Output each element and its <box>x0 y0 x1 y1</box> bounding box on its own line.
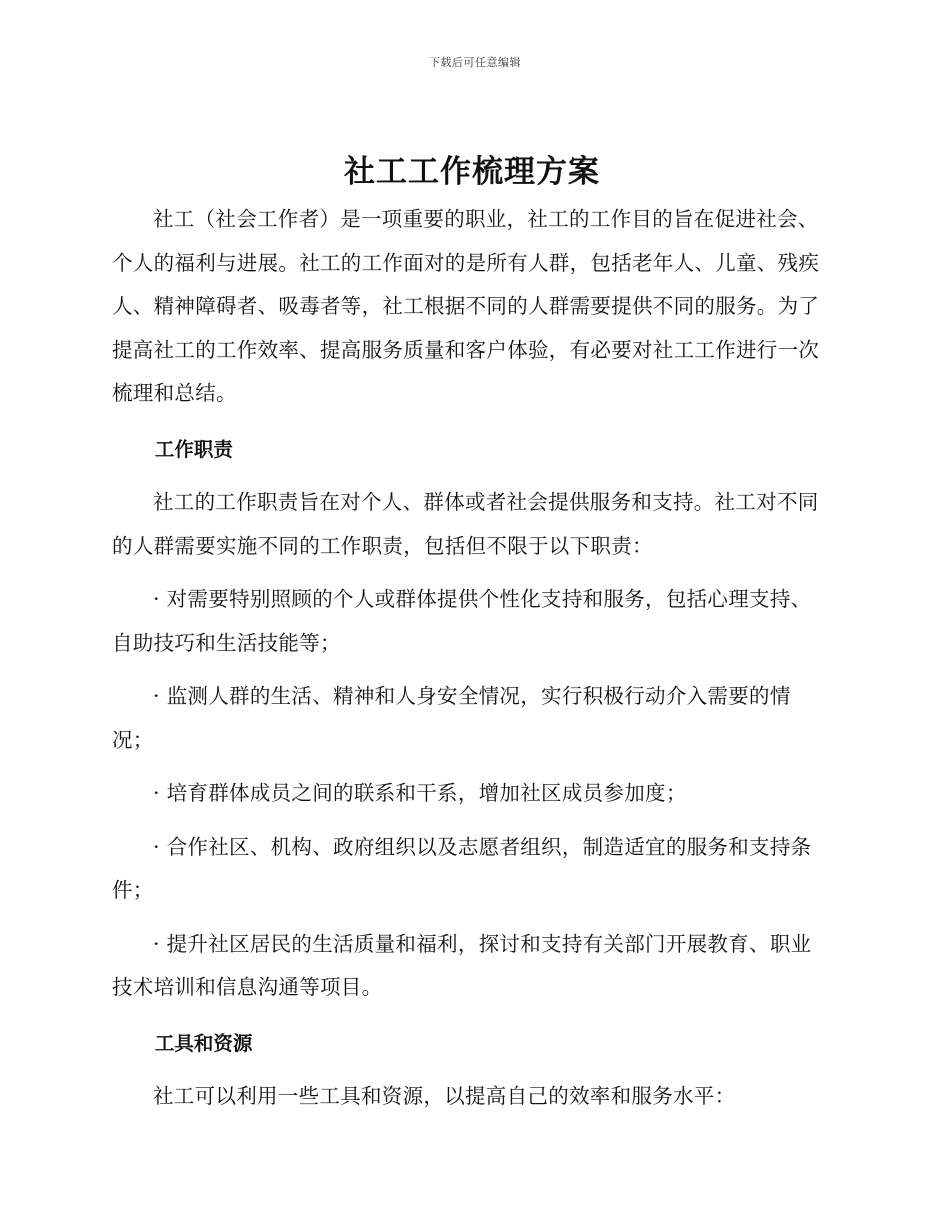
section-heading-tools: 工具和资源 <box>154 1031 253 1055</box>
document-body <box>112 150 832 1119</box>
duty-bullet-2: · 监测人群的生活、精神和人身安全情况，实行积极行动介入需要的情况； <box>112 684 791 752</box>
tools-paragraph: 社工可以利用一些工具和资源，以提高自己的效率和服务水平： <box>153 1084 736 1108</box>
document-title: 社工工作梳理方案 <box>344 154 600 190</box>
duty-bullet-1: · 对需要特别照顾的个人或群体提供个性化支持和服务，包括心理支持、自助技巧和生活技能等； <box>112 587 812 655</box>
duty-bullet-5: · 提升社区居民的生活质量和福利，探讨和支持有关部门开展教育、职业技术培训和信息沟通等项目。 <box>112 931 812 999</box>
duties-paragraph: 社工的工作职责旨在对个人、群体或者社会提供服务和支持。社工对不同的人群需要实施不同的工作职责，包括但不限于以下职责： <box>112 490 819 558</box>
intro-paragraph: 社工（社会工作者）是一项重要的职业，社工的工作目的旨在促进社会、个人的福利与进展。社工的工作面对的是所有人群，包括老年人、儿童、残疾人、精神障碍者、吸毒者等，社工根据不同的人群需要提供不同的服务。为了提高社工的工作效率、提高服务质量和客户体验，有必要对社工工作进行一次梳理和总结。 <box>112 207 820 405</box>
duty-bullet-4: · 合作社区、机构、政府组织以及志愿者组织，制造适宜的服务和支持条件； <box>112 834 812 902</box>
section-heading-duties: 工作职责 <box>154 437 233 461</box>
duty-bullet-3: · 培育群体成员之间的联系和干系，增加社区成员参加度； <box>153 781 687 805</box>
page-header-note: 下载后可任意编辑 <box>429 56 521 69</box>
